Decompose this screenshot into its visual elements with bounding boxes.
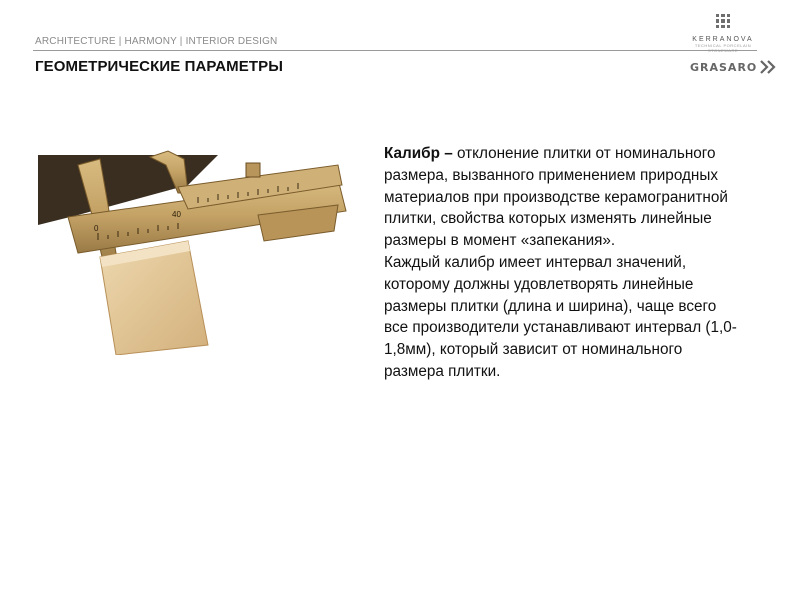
page-title: ГЕОМЕТРИЧЕСКИЕ ПАРАМЕТРЫ <box>35 58 283 75</box>
interval-paragraph: Каждый калибр имеет интервал значений, которому должны удовлетворять линейные размеры плитки (длина и ширина), чаще всего все производители устанавливают интервал (1,0-1,8мм), который зависит от номинального размера плитки. <box>384 253 737 380</box>
kerranova-subtitle: TECHNICAL PORCELAIN STONEWARE <box>694 43 752 53</box>
calibre-description <box>384 143 744 383</box>
term-calibre: Калибр – <box>384 145 453 162</box>
grasaro-logo <box>690 58 777 76</box>
grasaro-name: GRASARO <box>690 60 758 74</box>
scale-label-40: 40 <box>172 210 181 219</box>
definition-text: отклонение плитки от номинального размера, вызванного применением природных материалов при производстве керамогранитной плитки, свойства которых изменять линейные размеры в момент «запекания». <box>384 145 728 250</box>
header-tagline: ARCHITECTURE | HARMONY | INTERIOR DESIGN <box>35 36 278 47</box>
caliper-measuring-tile-image <box>38 145 350 355</box>
header-divider <box>33 50 757 51</box>
scale-label-0: 0 <box>94 224 99 233</box>
kerranova-mark-icon <box>715 13 731 29</box>
kerranova-logo <box>688 13 758 53</box>
definition-paragraph <box>384 143 744 252</box>
double-chevron-icon <box>759 59 777 75</box>
kerranova-name: KERRANOVA <box>692 36 754 43</box>
